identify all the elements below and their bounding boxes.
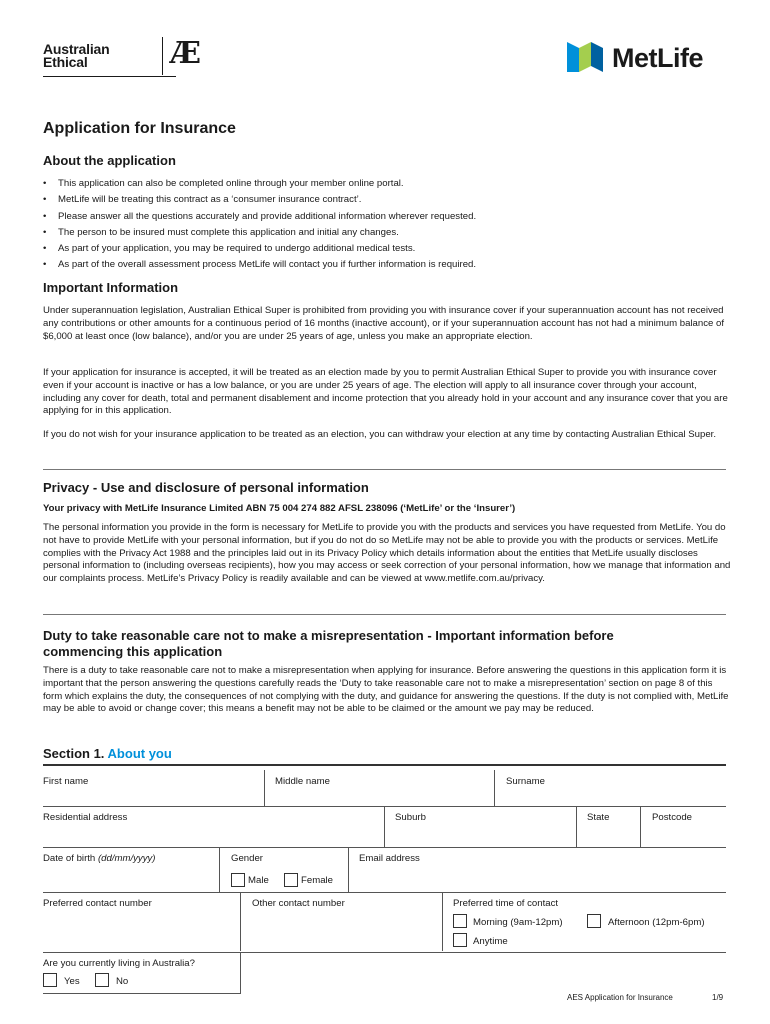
female-checkbox[interactable] <box>284 873 298 887</box>
page-number: 1/9 <box>712 993 724 1002</box>
section-divider <box>43 764 726 766</box>
anytime-label: Anytime <box>473 936 508 947</box>
state-label: State <box>587 812 610 823</box>
privacy-heading: Privacy - Use and disclosure of personal information <box>43 480 369 495</box>
about-list <box>43 176 733 274</box>
dob-field[interactable] <box>43 848 219 892</box>
yes-checkbox[interactable] <box>43 973 57 987</box>
suburb-label: Suburb <box>395 812 426 823</box>
middle-name-field[interactable] <box>265 770 494 806</box>
preferred-contact-label: Preferred contact number <box>43 898 152 909</box>
list-item: • As part of the overall assessment process MetLife will contact you if further information is required. <box>43 257 733 273</box>
male-checkbox[interactable] <box>231 873 245 887</box>
living-in-australia-label: Are you currently living in Australia? <box>43 958 195 969</box>
privacy-subheading: Your privacy with MetLife Insurance Limited ABN 75 004 274 882 AFSL 238096 (‘MetLife’ or the ‘Insurer’) <box>43 503 516 514</box>
state-field[interactable] <box>577 807 640 847</box>
about-heading: About the application <box>43 153 176 168</box>
section-1-title: Section 1. About you <box>43 746 172 761</box>
important-heading: Important Information <box>43 280 179 295</box>
male-label: Male <box>248 875 269 886</box>
afternoon-checkbox[interactable] <box>587 914 601 928</box>
morning-label: Morning (9am-12pm) <box>473 917 563 928</box>
no-label: No <box>116 976 129 987</box>
duty-paragraph: There is a duty to take reasonable care not to make a misrepresentation when applying for insurance. Before answering the questions in this application form it is important that the person answering the questions carefully reads the ‘Duty to take reasonable care not to make a misrepresentation’ section on page 8 of this form which explains the duty, the consequences of not complying with the duty, and guidance for answering the questions. If the duty is not complied with, MetLife may be able to avoid or change cover; this means a benefit may not be able to be claimed or the amount we pay may be reduced. <box>43 665 729 715</box>
list-item: • As part of your application, you may be required to undergo additional medical tests. <box>43 241 733 257</box>
important-paragraph-1: Under superannuation legislation, Australian Ethical Super is prohibited from providing you with insurance cover if your superannuation account has not received any contributions or other amounts for a continuous period of 16 months (inactive account), or if your superannuation account has not had a minimum balance of $6,000 at least once (low balance), and/or you are under 25 years of age, unless you make an appropriate election. <box>43 305 725 342</box>
residential-address-field[interactable] <box>43 807 383 847</box>
email-label: Email address <box>359 853 420 864</box>
morning-checkbox[interactable] <box>453 914 467 928</box>
preferred-contact-field[interactable] <box>43 893 239 951</box>
surname-field[interactable] <box>495 770 726 806</box>
metlife-logo <box>565 40 725 76</box>
divider <box>43 614 726 615</box>
dob-label: Date of birth (dd/mm/yyyy) <box>43 853 156 864</box>
australian-ethical-logo <box>43 36 202 79</box>
list-item: • Please answer all the questions accurately and provide additional information wherever requested. <box>43 209 733 225</box>
preferred-time-label: Preferred time of contact <box>453 898 559 909</box>
afternoon-label: Afternoon (12pm-6pm) <box>608 917 705 928</box>
other-contact-label: Other contact number <box>252 898 345 909</box>
metlife-wordmark: MetLife <box>612 43 703 73</box>
page-title: Application for Insurance <box>43 120 236 137</box>
metlife-mark-icon <box>565 40 605 74</box>
important-paragraph-2: If your application for insurance is accepted, it will be treated as an election made by you to permit Australian Ethical Super to provide you with insurance cover even if your account is inactive or has a low balance, or you are under 25 years of age. The election will apply to all insurance cover through your account, including any cover for death, total and permanent disablement and income protection that you already hold in your account and any insurance cover that you are applying for in this application. <box>43 367 728 417</box>
privacy-paragraph: The personal information you provide in the form is necessary for MetLife to provide you with the products and services you have requested from MetLife. You do not have to provide MetLife with your personal information, but if you do not do so MetLife may not be able to provide you with the products or services. MetLife complies with the Privacy Act 1988 and the principles laid out in its Privacy Policy which details information about the entities that MetLife usually discloses personal information to (including overseas recipients), how you may access or seek correction of your personal information, how we manage that information and our complaints process. MetLife’s Privacy Policy is readily available and can be viewed at www.metlife.com.au/privacy. <box>43 522 731 585</box>
female-label: Female <box>301 875 333 886</box>
no-checkbox[interactable] <box>95 973 109 987</box>
middle-name-label: Middle name <box>275 776 330 787</box>
suburb-field[interactable] <box>385 807 576 847</box>
postcode-label: Postcode <box>652 812 693 823</box>
yes-label: Yes <box>64 976 80 987</box>
list-item: • This application can also be completed online through your member online portal. <box>43 176 733 192</box>
surname-label: Surname <box>506 776 545 787</box>
list-item: • MetLife will be treating this contract as a ‘consumer insurance contract’. <box>43 192 733 208</box>
first-name-field[interactable] <box>43 770 264 806</box>
first-name-label: First name <box>43 776 89 787</box>
residential-address-label: Residential address <box>43 812 128 823</box>
duty-heading: Duty to take reasonable care not to make a misrepresentation - Important information before commencing this application <box>43 628 614 659</box>
anytime-checkbox[interactable] <box>453 933 467 947</box>
postcode-field[interactable] <box>641 807 726 847</box>
other-contact-field[interactable] <box>241 893 441 951</box>
ae-mark-icon: Æ <box>170 36 202 71</box>
list-item: • The person to be insured must complete this application and initial any changes. <box>43 225 733 241</box>
gender-label: Gender <box>231 853 263 864</box>
divider <box>43 469 726 470</box>
australian-ethical-wordmark: Australian Ethical <box>43 41 110 70</box>
important-paragraph-3: If you do not wish for your insurance application to be treated as an election, you can withdraw your election at any time by contacting Australian Ethical Super. <box>43 429 717 440</box>
email-field[interactable] <box>349 848 726 892</box>
footer-doc-name: AES Application for Insurance <box>567 993 673 1002</box>
